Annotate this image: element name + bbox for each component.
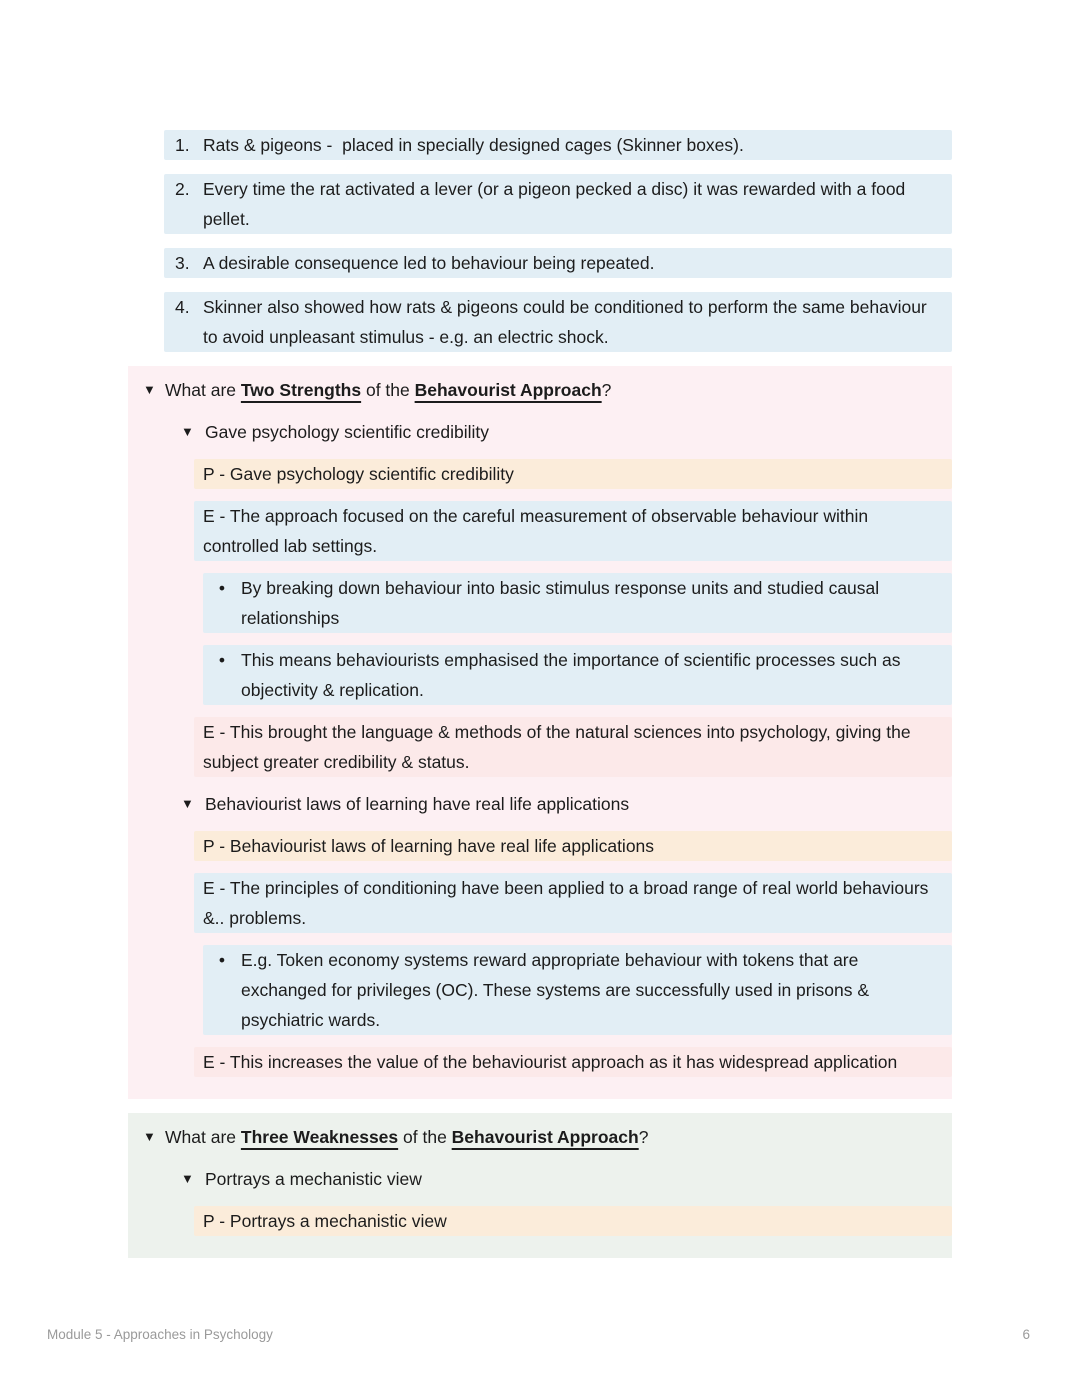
list-number: 2. [175, 179, 190, 199]
evaluation-block: E - This brought the language & methods of the natural sciences into psychology, giving the subject greater credibility & status. [194, 717, 952, 777]
list-item-text: Rats & pigeons - placed in specially designed cages (Skinner boxes). [203, 135, 744, 155]
bullet-text: E.g. Token economy systems reward appropriate behaviour with tokens that are exchanged for privileges (OC). These systems are successfully used in prisons & psychiatric wards. [241, 950, 874, 1030]
footer-module-title: Module 5 - Approaches in Psychology [47, 1327, 273, 1342]
strength-point-label: Gave psychology scientific credibility [205, 422, 490, 442]
evidence-block: E - The principles of conditioning have been applied to a broad range of real world behaviours &.. problems. [194, 873, 952, 933]
weakness-point-label: Portrays a mechanistic view [205, 1169, 422, 1189]
numbered-list-item [164, 292, 952, 352]
question-term-weaknesses: Three Weaknesses [240, 1127, 399, 1147]
list-number: 3. [175, 253, 190, 273]
question-term-approach: Behavourist Approach [451, 1127, 639, 1147]
evidence-block: E - The approach focused on the careful measurement of observable behaviour within controlled lab settings. [194, 501, 952, 561]
bullet-item [203, 945, 952, 1035]
toggle-triangle-icon: ▼ [143, 1129, 156, 1144]
numbered-list-item [164, 174, 952, 234]
strengths-question-text [165, 375, 611, 405]
question-suffix: ? [601, 380, 612, 400]
question-term-strengths: Two Strengths [240, 380, 362, 400]
question-middle: of the [398, 1127, 452, 1147]
toggle-triangle-icon: ▼ [181, 1171, 194, 1186]
list-number: 4. [175, 297, 190, 317]
numbered-list-item [164, 130, 952, 160]
point-block: P - Behaviourist laws of learning have real life applications [194, 831, 952, 861]
toggle-triangle-icon: ▼ [143, 382, 156, 397]
bullet-item [203, 573, 952, 633]
question-middle: of the [361, 380, 415, 400]
page-footer [0, 1326, 1080, 1344]
strength-point-toggle[interactable] [181, 417, 933, 447]
question-prefix: What are [165, 1127, 241, 1147]
bullet-marker [203, 645, 241, 705]
strengths-section [128, 366, 952, 1099]
weaknesses-question-text [165, 1122, 648, 1152]
bullet-item [203, 645, 952, 705]
strength-point-toggle[interactable] [181, 789, 933, 819]
bullet-text: By breaking down behaviour into basic stimulus response units and studied causal relationships [241, 578, 885, 628]
list-item-text: Every time the rat activated a lever (or a pigeon pecked a disc) it was rewarded with a food pellet. [203, 179, 911, 229]
toggle-triangle-icon: ▼ [181, 796, 194, 811]
weaknesses-section [128, 1113, 952, 1258]
list-number: 1. [175, 135, 190, 155]
question-term-approach: Behavourist Approach [414, 380, 602, 400]
point-block: P - Portrays a mechanistic view [194, 1206, 952, 1236]
evaluation-block: E - This increases the value of the behaviourist approach as it has widespread application [194, 1047, 952, 1077]
footer-page-number: 6 [1022, 1327, 1030, 1342]
section-gap [0, 1099, 1080, 1113]
bullet-marker [203, 945, 241, 1035]
question-prefix: What are [165, 380, 241, 400]
weaknesses-question-toggle[interactable] [143, 1122, 933, 1152]
list-item-text: Skinner also showed how rats & pigeons could be conditioned to perform the same behaviour to avoid unpleasant stimulus - e.g. an electric shock. [203, 297, 932, 347]
weakness-point-toggle[interactable] [181, 1164, 933, 1194]
strength-point-label: Behaviourist laws of learning have real life applications [205, 794, 630, 814]
list-item-text: A desirable consequence led to behaviour being repeated. [203, 253, 655, 273]
point-block: P - Gave psychology scientific credibility [194, 459, 952, 489]
question-suffix: ? [638, 1127, 649, 1147]
toggle-triangle-icon: ▼ [181, 424, 194, 439]
bullet-text: This means behaviourists emphasised the importance of scientific processes such as objectivity & replication. [241, 650, 906, 700]
numbered-list-item [164, 248, 952, 278]
bullet-marker [203, 573, 241, 633]
strengths-question-toggle[interactable] [143, 375, 933, 405]
